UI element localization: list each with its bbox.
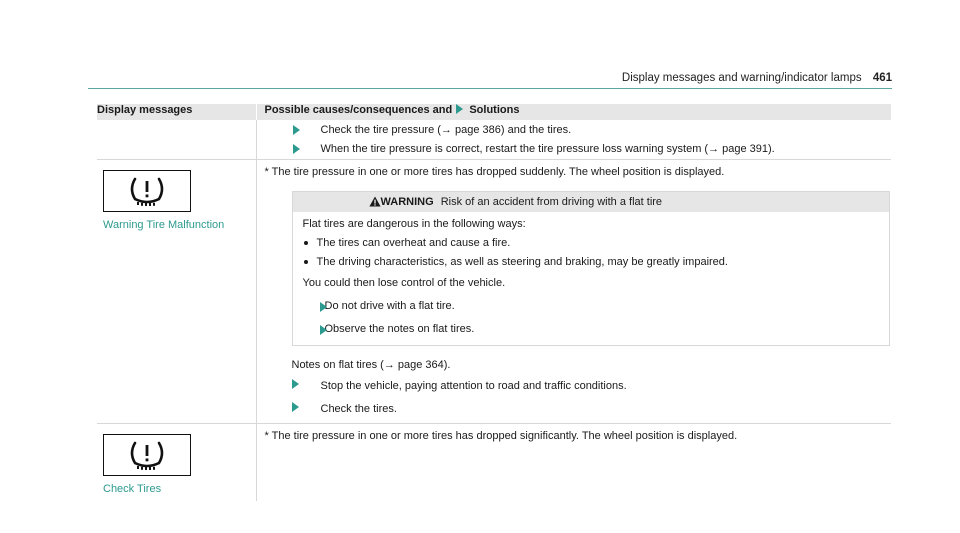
arrow-right-icon bbox=[293, 125, 300, 135]
lamp-label: Check Tires bbox=[103, 483, 162, 495]
page-header bbox=[608, 72, 892, 86]
display-message-cell bbox=[97, 160, 256, 424]
arrow-right-icon bbox=[293, 144, 300, 154]
col-header-causes-solutions bbox=[256, 104, 891, 120]
header-rule bbox=[88, 88, 892, 89]
warning-triangle-icon bbox=[369, 196, 381, 207]
step-text: Observe the notes on flat tires. bbox=[324, 323, 475, 335]
step-text: Do not drive with a flat tire. bbox=[324, 300, 455, 312]
warning-subtitle: Risk of an accident from driving with a flat tire bbox=[440, 196, 663, 208]
display-messages-table bbox=[97, 104, 891, 501]
warning-step bbox=[303, 320, 881, 339]
continuation-cell bbox=[256, 120, 891, 160]
causes-solutions-cell bbox=[256, 160, 891, 424]
warning-intro: Flat tires are dangerous in the following ways: bbox=[302, 218, 526, 230]
step-text: When the tire pressure is correct, restart the tire pressure loss warning system (→ page 391). bbox=[320, 143, 775, 155]
arrow-right-icon bbox=[456, 104, 463, 114]
col-header-suffix: Solutions bbox=[469, 104, 520, 116]
lamp-label: Warning Tire Malfunction bbox=[103, 219, 225, 231]
bullet-text: The driving characteristics, as well as steering and braking, may be greatly impaired. bbox=[316, 256, 728, 268]
col-header-display-messages: Display messages bbox=[97, 104, 256, 120]
table-row-check-tires bbox=[97, 424, 891, 502]
step-text: Check the tires. bbox=[320, 403, 397, 415]
bullet-text: The tires can overheat and cause a fire. bbox=[316, 237, 511, 249]
cause-note: * The tire pressure in one or more tires has dropped significantly. The wheel position is displayed. bbox=[264, 430, 738, 442]
empty-cell bbox=[97, 120, 256, 160]
cause-note: * The tire pressure in one or more tires has dropped suddenly. The wheel position is displayed. bbox=[264, 166, 725, 178]
warning-step bbox=[303, 297, 881, 316]
solution-step bbox=[265, 375, 884, 398]
tire-pressure-warning-icon bbox=[103, 434, 191, 476]
solution-step bbox=[265, 398, 884, 421]
arrow-right-icon bbox=[292, 402, 299, 412]
warning-box bbox=[292, 191, 890, 346]
warning-body bbox=[293, 212, 889, 345]
arrow-right-icon bbox=[320, 302, 327, 312]
page-number: 461 bbox=[872, 72, 892, 84]
arrow-right-icon bbox=[292, 379, 299, 389]
solution-step bbox=[265, 140, 884, 159]
table-header-row bbox=[97, 104, 891, 120]
col-header-prefix: Possible causes/consequences and bbox=[264, 104, 453, 116]
warning-bullet bbox=[303, 253, 881, 272]
warning-bullet bbox=[303, 234, 881, 253]
causes-solutions-cell bbox=[256, 424, 891, 502]
warning-after: You could then lose control of the vehicle. bbox=[302, 277, 506, 289]
notes-reference: Notes on flat tires (→ page 364). bbox=[291, 359, 451, 371]
table-row-continuation bbox=[97, 120, 891, 160]
solution-step bbox=[265, 121, 884, 140]
step-text: Stop the vehicle, paying attention to road and traffic conditions. bbox=[320, 380, 627, 392]
header-title: Display messages and warning/indicator lamps bbox=[621, 72, 862, 84]
tire-pressure-warning-icon bbox=[103, 170, 191, 212]
arrow-right-icon bbox=[320, 325, 327, 335]
table-row-warning-tire-malfunction bbox=[97, 160, 891, 424]
step-text: Check the tire pressure (→ page 386) and the tires. bbox=[320, 124, 572, 136]
warning-title: WARNING bbox=[380, 196, 434, 208]
display-message-cell bbox=[97, 424, 256, 502]
warning-header bbox=[293, 192, 889, 212]
